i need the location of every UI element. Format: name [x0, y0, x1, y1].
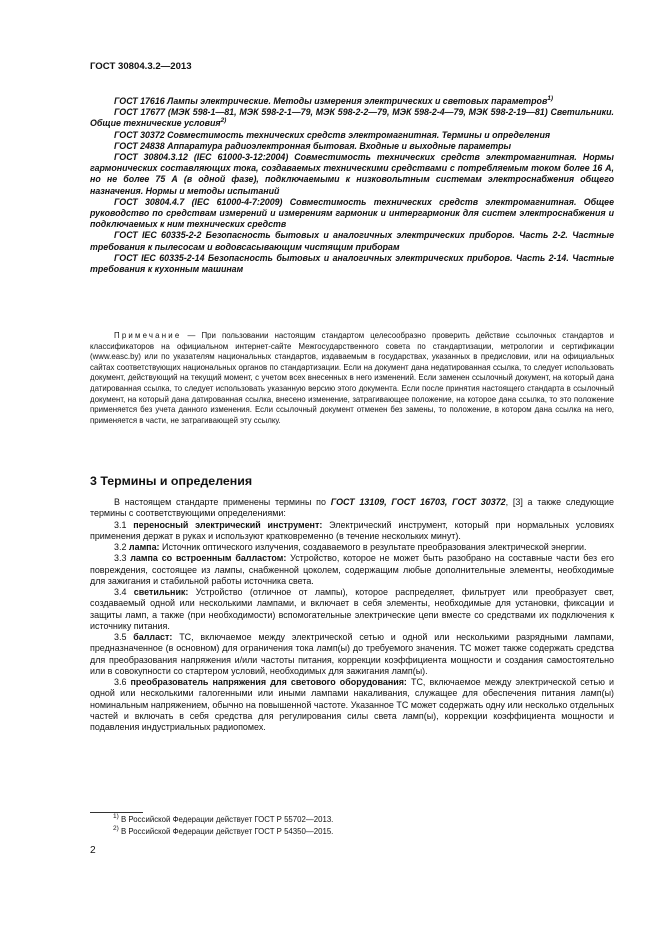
term-3-3: 3.3 лампа со встроенным балластом: Устройство, которое не может быть разобрано на составные части без его повреждения, состоящее из лампы, снабженной цоколем, содержащим любые дополнительные элементы, необходимые для зажигания и стабильной работы источника света.	[90, 553, 614, 586]
reference-note	[90, 331, 614, 426]
page-number: 2	[90, 845, 96, 856]
reference-item: ГОСТ 17616 Лампы электрические. Методы измерения электрических и световых параметров$^{1)}$	[114, 95, 554, 106]
reference-item: ГОСТ 17677 (МЭК 598-1—81, МЭК 598-2-1—79, МЭК 598-2-2—79, МЭК 598-2-4—79, МЭК 598-2-19—81) Светильники. Общие технические условия$^{2)}$	[90, 107, 614, 129]
reference-item: ГОСТ 30372 Совместимость технических средств электромагнитная. Термины и определения	[114, 129, 551, 140]
reference-item: ГОСТ 30804.3.12 (IEC 61000-3-12:2004) Совместимость технических средств электромагнитная. Нормы гармонических составляющих тока, создаваемых техническими средствами с потребляемым током более 16 А, но не более 75 А (в одной фазе), подключаемыми к низковольтным системам электроснабжения общего назначения. Нормы и методы испытаний	[90, 152, 614, 196]
note-label: Примечание	[114, 331, 182, 340]
term-3-5: 3.5 балласт: ТС, включаемое между электрической сетью и одной или несколькими разрядными лампами, предназначенное (в основном) для ограничения тока ламп(ы) до требуемого значения. ТС может также содержать средства для преобразования напряжения и/или частоты питания, коррекции коэффициента мощности и создания самостоятельно или в совокупности со стартером условий, необходимых для зажигания ламп(ы).	[90, 632, 614, 676]
term-3-4: 3.4 светильник: Устройство (отличное от лампы), которое распределяет, фильтрует или преобразует свет, создаваемый одной или несколькими лампами, и включает в себя элементы, необходимые для установки, фиксации и защиты ламп, а также (при необходимости) вспомогательные электрические цепи вместе со средствами их подключения к источнику питания.	[90, 587, 614, 631]
term-3-2: 3.2 лампа: Источник оптического излучения, создаваемого в результате преобразования электрической энергии.	[114, 542, 587, 552]
term-3-1: 3.1 переносный электрический инструмент: Электрический инструмент, который при нормальных условиях применения держат в руках и используют кратковременно (в течение нескольких минут).	[90, 519, 614, 541]
reference-item: ГОСТ 24838 Аппаратура радиоэлектронная бытовая. Входные и выходные параметры	[114, 140, 512, 151]
section-heading: 3 Термины и определения	[90, 474, 253, 488]
reference-item: ГОСТ IEC 60335-2-14 Безопасность бытовых и аналогичных электрических приборов. Часть 2-14. Частные требования к кухонным машинам	[90, 252, 614, 275]
intro-paragraph: В настоящем стандарте применены термины по ГОСТ 13109, ГОСТ 16703, ГОСТ 30372, [3] а также следующие термины с соответствующими определениями:	[90, 497, 614, 519]
note-text: — При пользовании настоящим стандартом целесообразно проверить действие ссылочных стандартов и классификаторов на официальном интернет-сайте Межгосударственного совета по стандартизации, метрологии и сертификации (www.easc.by) или по указателям национальных стандартов, издаваемым в государствах, указанных в предисловии, или на официальных сайтах соответствующих национальных органов по стандартизации. Если на документ дана недатированная ссылка, то следует использовать документ, действующий на текущий момент, с учетом всех внесенных в него изменений. Если заменен ссылочный документ, на который дана датированная ссылка, то следует использовать указанную версию этого документа. Если после принятия настоящего стандарта в ссылочный документ, на который дана датированная ссылка, внесено изменение, затрагивающее положение, на которое дана ссылка, то это положение применяется без учета данного изменения. Если ссылочный документ отменен без замены, то положение, в котором дана ссылка на него, применяется в части, не затрагивающей эту ссылку.	[90, 331, 614, 425]
page-header: ГОСТ 30804.3.2—2013	[90, 61, 192, 72]
footnote-1: $^{1)}$ В Российской Федерации действует ГОСТ Р 55702—2013.	[113, 813, 334, 824]
reference-item: ГОСТ 30804.4.7 (IEC 61000-4-7:2009) Совместимость технических средств электромагнитная. Общее руководство по средствам измерений и измерениям гармоник и интергармоник для систем электроснабжения и подключаемых к ним технических средств	[90, 196, 614, 230]
reference-item: ГОСТ IEC 60335-2-2 Безопасность бытовых и аналогичных электрических приборов. Часть 2-2. Частные требования к пылесосам и водовсасывающим чистящим приборам	[90, 230, 614, 252]
term-3-6: 3.6 преобразователь напряжения для светового оборудования: ТС, включаемое между электрической сетью и одной или несколькими галогенными или иными лампами накаливания, служащее для обеспечения питания ламп(ы) номинальным напряжением, обычно на повышенной частоте. Указанное ТС может содержать одну или несколько отдельных частей и включать в себя средства для регулирования силы света ламп(ы), коррекции коэффициента мощности и подавления индустриальных радиопомех.	[90, 677, 614, 732]
normative-references	[90, 96, 614, 275]
footnote-2: $^{2)}$ В Российской Федерации действует ГОСТ Р 54350—2015.	[113, 825, 334, 836]
section-body	[90, 497, 614, 733]
